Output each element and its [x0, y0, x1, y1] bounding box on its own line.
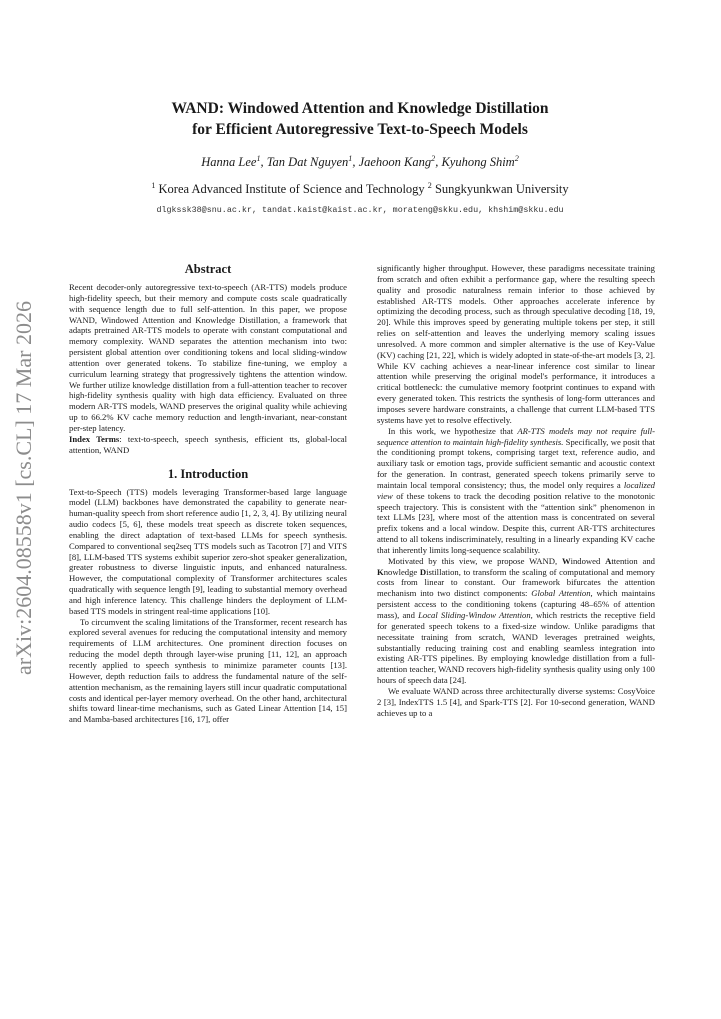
- affiliation-line: [80, 182, 640, 197]
- author-affiliation-mark: 1: [348, 153, 353, 163]
- text-run: Specifically, we posit that the conditioning prompt tokens, comprising target text, reference audio, and auxiliary task or emotion tags, provide sufficient semantic and acoustic context for the generation. In contrast, generated speech tokens primarily serve to maintain local temporal consistency; thus, the model only requires a: [377, 436, 655, 490]
- text-run: istillation, to transform the scaling of computational and memory costs from linear to constant. Our framework bifurcates the attention mechanism into two distinct components:: [377, 566, 655, 599]
- paper-title-line-2: for Efficient Autoregressive Text-to-Speech Models: [192, 121, 528, 138]
- index-terms-label: Index Terms: [69, 433, 120, 444]
- text-run: , which restricts the receptive field for generated speech tokens to a fixed-size window. Unlike paradigms that necessitate training from scratch, WAND leverages pretrained weights, substantially reducing training cost and enabling seamless integration into existing AR-TTS pipelines. By employing knowledge distillation from a full-attention teacher, WAND recovers high-fidelity synthesis quality using only 100 hours of speech data [24].: [377, 610, 656, 686]
- author-name: Kyuhong Shim: [441, 155, 515, 169]
- affiliation-name: Sungkyunkwan University: [434, 182, 569, 196]
- index-terms-text: : text-to-speech, speech synthesis, efficient tts, global-local attention, WAND: [69, 433, 347, 455]
- emphasis-text: Local Sliding-Window Attention: [418, 610, 531, 620]
- author-name: Tan Dat Nguyen: [266, 155, 349, 169]
- bold-initial: D: [419, 566, 427, 577]
- author-affiliation-mark: 2: [431, 153, 436, 163]
- author-affiliation-mark: 2: [514, 153, 519, 163]
- text-run: indowed: [570, 555, 606, 566]
- text-run: nowledge: [383, 566, 420, 577]
- bold-initial: A: [605, 555, 612, 566]
- author-list: Hanna Lee$^1$, Tan Dat Nguyen$^1$, Jaehoon Kang$^2$, Kyuhong Shim$^2$: [201, 153, 519, 169]
- author-name: Hanna Lee: [201, 155, 257, 169]
- author-emails: dlgkssk38@snu.ac.kr, tandat.kaist@kaist.ac.kr, morateng@skku.edu, khshim@skku.edu: [156, 205, 564, 215]
- hypothesis-paragraph: [377, 426, 655, 556]
- abstract-text: Recent decoder-only autoregressive text-to-speech (AR-TTS) models produce high-fidelity speech, but their memory and compute costs scale quadratically with sequence length due to full self-attention. In this paper, we propose WAND, Windowed Attention and Knowledge Distillation, a framework that adapts pretrained AR-TTS models to operate with constant computational and memory complexity. WAND separates the attention mechanism into two: persistent global attention over conditioning tokens and local sliding-window attention over generated tokens. To stabilize fine-tuning, we employ a curriculum learning strategy that progressively tightens the attention window. We further utilize knowledge distillation from a full-attention teacher to recover high-fidelity synthesis quality with high data efficiency. Evaluated on three modern AR-TTS models, WAND preserves the original quality while achieving up to 66.2% KV cache memory reduction and length-invariant, near-constant per-step latency.: [69, 282, 347, 433]
- index-terms: [69, 434, 347, 456]
- intro-paragraph-1: Text-to-Speech (TTS) models leveraging Transformer-based large language model (LLM) backbones have demonstrated the capability to generate near-human-quality speech from short reference audio [1, 2, 3, 4]. By utilizing neural audio codecs [5, 6], these models treat speech as discrete token sequences, enabling the direct adaptation of text-based LLMs for speech synthesis. Compared to conventional seq2seq TTS models such as Tacotron [7] and VITS [8], LLM-based TTS systems exhibit superior zero-shot speaker generalization, greater robustness to diverse linguistic inputs, and enhanced naturalness. However, the computational complexity of Transformer architectures scales quadratically with sequence length [9], leading to substantial memory overhead and high inference latency. This challenge hinders the deployment of LLM-based TTS models in stringent real-time applications [10].: [69, 486, 347, 616]
- affiliation-mark: 2: [427, 180, 432, 190]
- emphasis-text: AR-TTS models may not require full-sequence attention to maintain high-fidelity synthesis.: [377, 425, 656, 447]
- arxiv-stamp-text: arXiv:2604.08558v1 [cs.CL] 17 Mar 2026: [11, 301, 36, 675]
- paper-title-line-1: WAND: Windowed Attention and Knowledge Distillation: [171, 100, 549, 117]
- bold-initial: W: [561, 555, 571, 566]
- emphasis-text: Global Attention: [531, 588, 591, 599]
- text-run: , which maintains persistent access to the conditioning tokens (capturing 48–65% of attention mass), and: [377, 588, 655, 620]
- left-column: [69, 262, 347, 725]
- right-column: [377, 263, 655, 718]
- affiliation-mark: 1: [151, 180, 156, 190]
- text-run: Motivated by this view, we propose WAND,: [388, 555, 562, 566]
- body-paragraph-continued: significantly higher throughput. However, these paradigms necessitate training from scratch and often exhibit a performance gap, where the resulting speech quality and prosodic naturalness remain inferior to those achieved by established AR-TTS models. Other approaches accelerate inference by optimizing the decoding process, such as through speculative decoding [18, 19, 20]. While this improves speed by generating multiple tokens per step, it still relies on self-attention and leaves the underlying memory scaling issues unresolved. A more common and simpler alternative is the use of Key-Value (KV) caching [21, 22], which is widely adopted in state-of-the-art models [3, 2]. While KV caching achieves a near-linear inference cost similar to linear attention while preserving the original model's performance, it introduces a critical bottleneck: the cumulative memory footprint continues to expand with every generated token. This restricts the synthesis of long-form utterances and imposes severe hardware constraints, a challenge that current LLM-based TTS systems have yet to resolve effectively.: [377, 263, 655, 425]
- text-run: of these tokens to track the decoding position relative to the monotonic speech trajectory. This is consistent with the “attention sink” phenomenon in text LLMs [23], where most of the attention mass is concentrated on several prefix tokens and a local window. Despite this, current AR-TTS architectures attend to all tokens indiscriminately, resulting in a linearly expanding KV cache that inherently limits long-sequence scalability.: [377, 490, 655, 555]
- text-run: ttention and: [611, 555, 655, 566]
- evaluation-paragraph: We evaluate WAND across three architecturally diverse systems: CosyVoice 2 [3], IndexTTS 1.5 [4], and Spark-TTS [2]. For 10-second generation, WAND achieves up to a: [377, 685, 655, 718]
- introduction-heading: 1. Introduction: [167, 466, 249, 481]
- proposal-paragraph: [377, 556, 655, 686]
- author-affiliation-mark: 1: [256, 153, 261, 163]
- bold-initial: K: [377, 566, 384, 577]
- text-run: In this work, we hypothesize that: [388, 425, 518, 436]
- abstract-heading: Abstract: [184, 262, 232, 276]
- affiliation-name: Korea Advanced Institute of Science and Technology: [158, 182, 425, 196]
- intro-paragraph-2: To circumvent the scaling limitations of the Transformer, recent research has explored several avenues for reducing the computational intensity and memory requirements of LLM architectures. One prominent direction focuses on reducing the model depth through layer-wise pruning [11, 12], an approach recently applied to speech synthesis to minimize parameter counts [13]. However, depth reduction fails to address the fundamental nature of the self-attention mechanism, as the remaining layers still incur quadratic computational costs and identical per-layer memory overhead. On the other hand, architectural shifts toward linear-time mechanisms, such as Gated Linear Attention [14, 15] and Mamba-based architectures [16, 17], offer: [69, 616, 347, 725]
- author-name: Jaehoon Kang: [358, 155, 432, 169]
- arxiv-identifier-stamp: [2, 290, 42, 680]
- emphasis-text: localized view: [377, 479, 655, 501]
